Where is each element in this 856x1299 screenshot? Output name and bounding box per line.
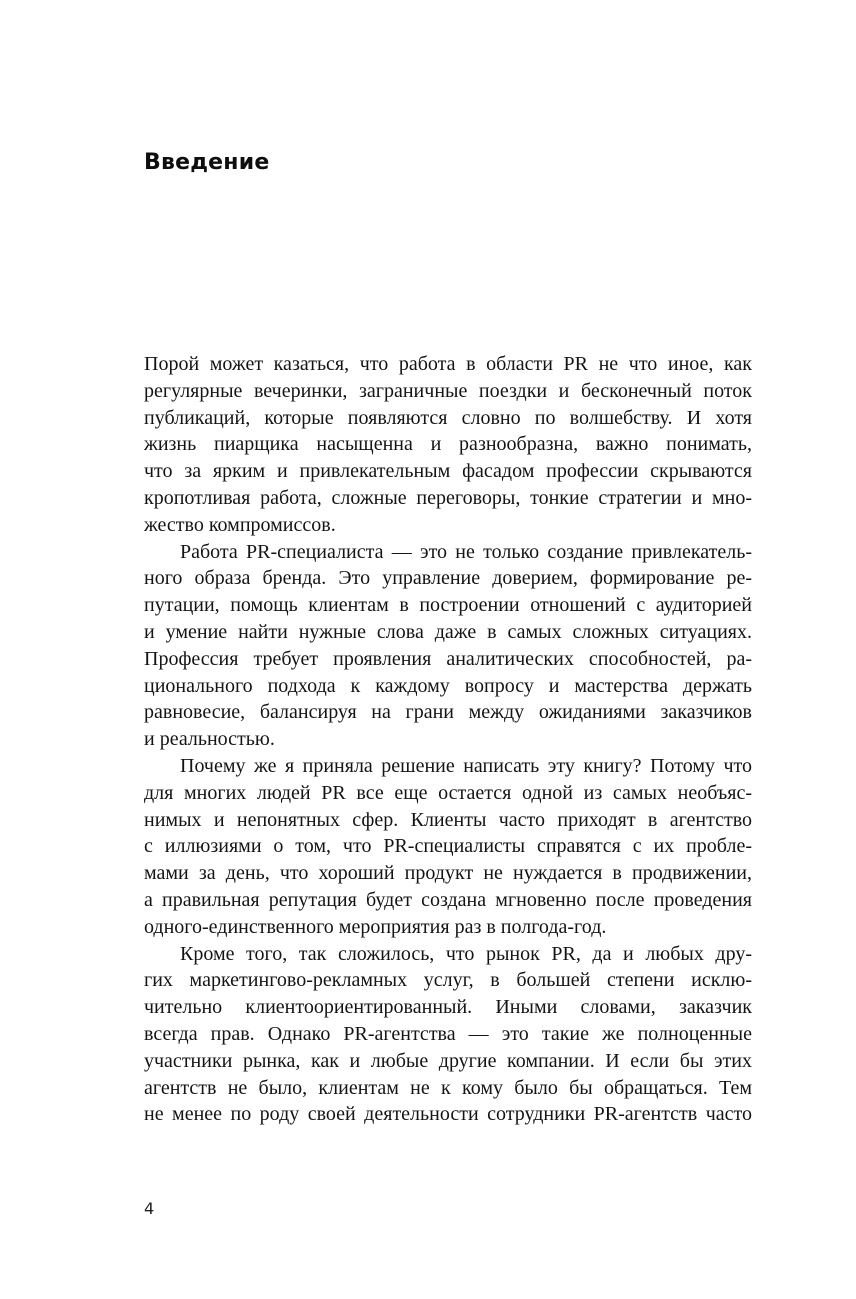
text-line: равновесие, балансируя на грани между ожиданиями заказчиков [144,701,752,724]
text-line: Порой может казаться, что работа в области PR не что иное, как [144,353,752,375]
text-line: и умение найти нужные слова даже в самых сложных ситуациях. [144,620,752,643]
text-line: жизнь пиарщика насыщенна и разнообразна, важно понимать, [144,433,752,456]
text-line: ционального подхода к каждому вопросу и мастерства держать [144,674,752,697]
text-line: гих маркетингово-рекламных услуг, в большей степени исклю- [144,969,752,992]
body-text [144,351,752,1128]
text-line: кропотливая работа, сложные переговоры, тонкие стратегии и мно- [144,486,752,509]
text-line: для многих людей PR все еще остается одной из самых необъяс- [144,781,752,804]
chapter-title: Введение [144,150,270,175]
text-line: мами за день, что хороший продукт не нуждается в продвижении, [144,862,752,885]
text-line: регулярные вечеринки, заграничные поездки и бесконечный поток [144,379,752,402]
paragraph [144,351,752,539]
text-line: а правильная репутация будет создана мгновенно после проведения [144,888,752,911]
paragraph [144,539,752,753]
text-line: путации, помощь клиентам в построении отношений с аудиторией [144,594,752,617]
text-line: чительно клиентоориентированный. Иными словами, заказчик [144,996,752,1019]
page-number: 4 [144,1199,155,1218]
paragraph [144,941,752,1129]
text-line: и реальностью. [144,728,275,751]
text-line: одного-единственного мероприятия раз в полгода-год. [144,915,607,938]
text-line: что за ярким и привлекательным фасадом профессии скрываются [144,460,752,483]
text-line: участники рынка, как и любые другие компании. И если бы этих [144,1049,752,1072]
paragraph [144,753,752,941]
text-line: жество компромиссов. [144,513,336,536]
text-line: не менее по роду своей деятельности сотрудники PR-агентств часто [144,1103,752,1126]
text-line: агентств не было, клиентам не к кому было бы обращаться. Тем [144,1076,752,1099]
text-line: Профессия требует проявления аналитических способностей, ра- [144,647,752,670]
text-line: публикаций, которые появляются словно по волшебству. И хотя [144,406,752,429]
text-line: Работа PR-специалиста — это не только создание привлекатель- [180,540,752,563]
text-line: Почему же я приняла решение написать эту книгу? Потому что [180,754,752,777]
text-line: Кроме того, так сложилось, что рынок PR, да и любых дру- [180,942,752,965]
text-line: нимых и непонятных сфер. Клиенты часто приходят в агентство [144,808,752,831]
text-line: всегда прав. Однако PR-агентства — это такие же полноценные [144,1022,752,1045]
text-line: ного образа бренда. Это управление доверием, формирование ре- [144,567,752,590]
text-line: с иллюзиями о том, что PR-специалисты справятся с их пробле- [144,835,752,858]
